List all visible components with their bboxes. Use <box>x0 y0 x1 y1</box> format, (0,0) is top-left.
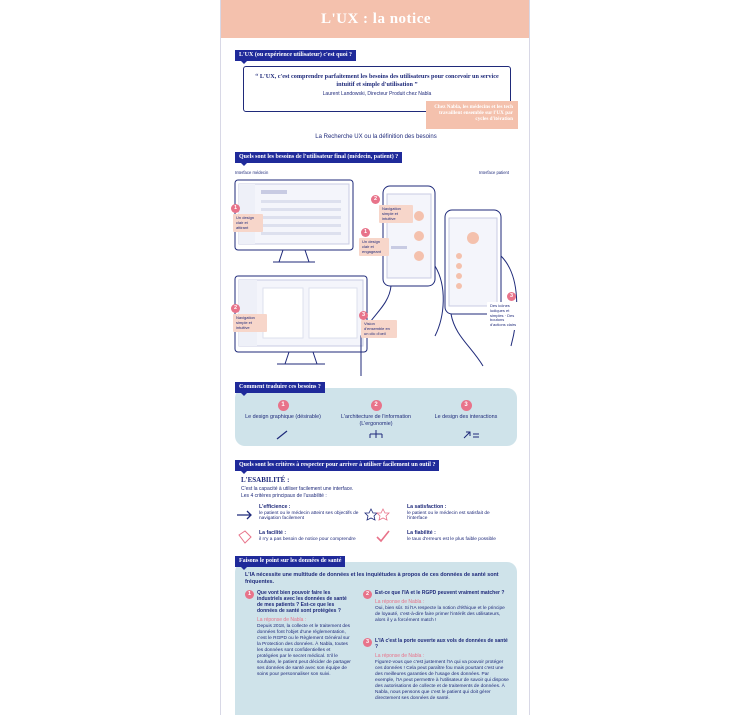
qa-number: 1 <box>245 590 254 599</box>
criterion-efficiency <box>259 504 359 522</box>
needs-tag: Quels sont les besoins de l'utilisateur final (médecin, patient) ? <box>235 152 402 163</box>
qa-item-3 <box>375 638 509 702</box>
step-interaction-design <box>426 400 506 421</box>
criterion-title: La satisfaction : <box>407 504 447 510</box>
step-number: 1 <box>278 400 289 411</box>
criterion-ease <box>259 530 359 542</box>
criterion-title: L'efficience : <box>259 504 291 510</box>
criterion-reliability <box>407 530 511 542</box>
qa-reply-label: La réponse de Nabla : <box>257 617 307 623</box>
criterion-desc: le taux d'erreurs est le plus faible possible <box>407 536 496 542</box>
step-label: Le design graphique (désirable) <box>245 414 321 420</box>
callout-number: 1 <box>231 204 240 213</box>
infographic-sheet <box>220 0 530 715</box>
qa-answer: Figurez-vous que c'est justement l'IA qui va pouvoir protéger ces données ! Cela peut paraître fou mais pourtant c'est une des meilleures garanties de l'usage des données. Par exemple, l'IA peut permettre à l'utilisateur de savoir qui dispose des autorisations de collecte et de traitements de données. À Nabla, nous pensons que c'est le patient qui doit gérer directement ses données de santé. <box>375 660 509 702</box>
health-data-tag: Faisons le point sur les données de santé <box>235 556 345 567</box>
intro-tag: L'UX (ou expérience utilisateur) c'est quoi ? <box>235 50 356 61</box>
sitemap-icon <box>370 430 382 438</box>
step-icons <box>221 428 530 442</box>
step-number: 2 <box>371 400 382 411</box>
cursor-icon <box>464 432 479 438</box>
callout-number: 3 <box>359 311 368 320</box>
qa-answer: Oui, bien sûr. Si l'IA respecte la notion d'éthique et le principe de loyauté, c'est-à-dire faire primer l'intérêt des utilisateurs, alors il y a forcément match ! <box>375 606 505 624</box>
title-banner <box>221 0 530 38</box>
stars-icon <box>365 509 377 520</box>
criterion-desc: le patient ou le médecin est satisfait de l'interface <box>407 510 490 522</box>
step-information-architecture <box>336 400 416 428</box>
qa-item-1 <box>257 590 351 678</box>
callout-number: 3 <box>507 292 516 301</box>
usability-heading: L'ESABILITÉ : <box>241 476 290 484</box>
qa-number: 2 <box>363 590 372 599</box>
step-number: 3 <box>461 400 472 411</box>
qa-question: L'IA c'est la porte ouverte aux vols de données de santé ? <box>375 638 508 650</box>
criterion-title: La fiabilité : <box>407 530 436 536</box>
qa-reply-label: La réponse de Nabla : <box>375 653 425 659</box>
pencil-icon <box>277 431 287 439</box>
stars-icon-2 <box>377 509 389 520</box>
interfaces-illustration <box>221 176 530 376</box>
doctor-interface-label: Interface médecin <box>235 170 269 175</box>
callout-patient-design: Un design clair et engageant <box>359 238 389 256</box>
health-data-intro: L'IA nécessite une multitude de données et les inquiétudes à propos de ces données de santé sont fréquentes. <box>245 572 499 585</box>
callout-number: 2 <box>371 195 380 204</box>
qa-item-2 <box>375 590 509 624</box>
nabla-note: Chez Nabla, les médecins et les tech travaillent ensemble sur l'UX par cycles d'itération <box>426 101 518 129</box>
arrow-icon <box>237 511 251 519</box>
quote-author: Laurent Landowski, Directeur Produit chez Nabla <box>322 90 432 97</box>
page-title: L'UX : la notice <box>320 10 432 27</box>
step-label: Le design des interactions <box>434 414 498 420</box>
callout-doctor-navigation: Navigation simple et intuitive <box>233 314 267 332</box>
qa-question: Est-ce que l'IA et le RGPD peuvent vraiment matcher ? <box>375 590 505 596</box>
usability-intro: C'est la capacité à utiliser facilement une interface. <box>241 486 354 492</box>
ux-research-subhead: La Recherche UX ou la définition des besoins <box>315 134 437 140</box>
step-label: L'architecture de l'information (L'ergonomie) <box>340 414 412 427</box>
patient-interface-label: Interface patient <box>479 170 510 175</box>
criteria-tag: Quels sont les critères à respecter pour arriver à utiliser facilement un outil ? <box>235 460 439 471</box>
quote-text: “ L'UX, c'est comprendre parfaitement les besoins des utilisateurs pour concevoir un service intuitif et simple d'utilisation ” <box>255 73 499 88</box>
callout-icons: Des icônes ludiques et simples · Des boutons d'actions clairs <box>487 302 521 330</box>
callout-overview: Vision d'ensemble en un clic d'oeil <box>361 320 397 338</box>
phone-2 <box>445 210 517 366</box>
criterion-desc: il n'y a pas besoin de notice pour comprendre <box>259 536 356 542</box>
criterion-desc: le patient ou le médecin atteint ses objectifs de navigation facilement <box>259 510 359 522</box>
translate-tag: Comment traduire ces besoins ? <box>235 382 325 393</box>
step-graphic-design <box>243 400 323 421</box>
callout-patient-navigation: Navigation simple et intuitive <box>379 205 413 223</box>
callout-number: 2 <box>231 304 240 313</box>
qa-answer: Depuis 2018, la collecte et le traitement des données font l'objet d'une réglementation, c'est le RGPD ou le Règlement Général sur la Protection des données. À Nabla, toutes les données sont confidentielles et protégées par le secret médical. S'il le souhaite, le patient peut décider de partager ses données de santé avec son équipe de soins pour personnaliser son suivi. <box>257 624 351 678</box>
criterion-title: La facilité : <box>259 530 287 536</box>
qa-reply-label: La réponse de Nabla : <box>375 599 425 605</box>
check-icon <box>377 531 389 541</box>
hand-icon <box>239 531 251 543</box>
qa-number: 3 <box>363 638 372 647</box>
usability-intro-2: Les 4 critères principaux de l'usabilité : <box>241 493 327 499</box>
criterion-satisfaction <box>407 504 507 522</box>
callout-doctor-design: Un design clair et attirant <box>233 214 263 232</box>
callout-number: 1 <box>361 228 370 237</box>
qa-question: Que vont bien pouvoir faire les industriels avec les données de santé de mes patients ? Est-ce que les données de santé sont protégées ? <box>257 590 347 614</box>
